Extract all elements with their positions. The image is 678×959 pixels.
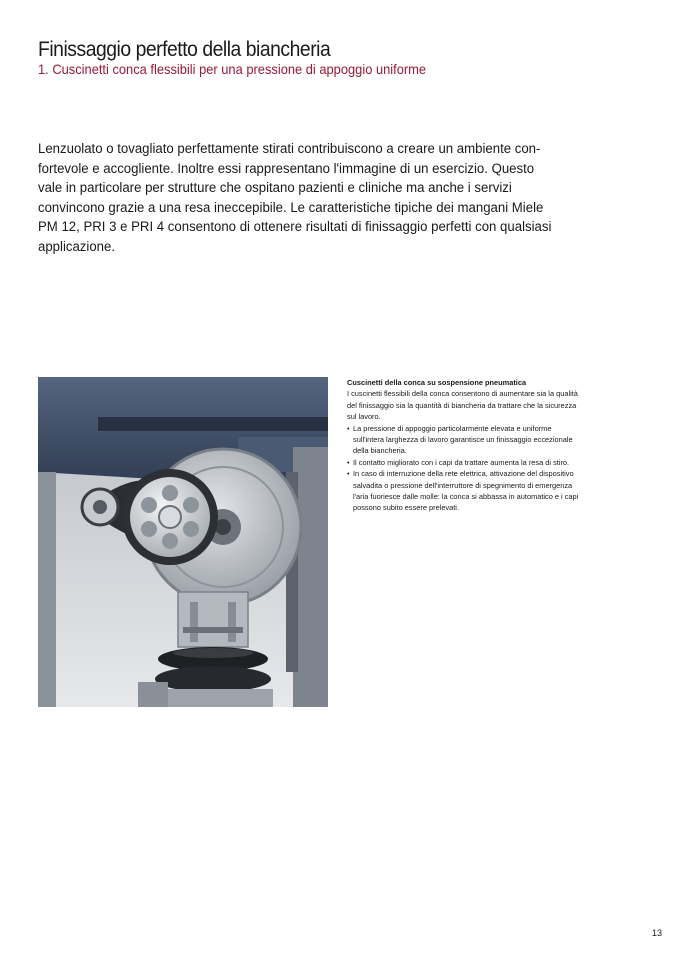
- intro-line: convincono grazie a una resa ineccepibile. Le caratteristiche tipiche dei mangani Miele: [38, 199, 544, 216]
- intro-paragraph: [38, 140, 552, 258]
- bullet-continuation: l'aria fuoriesce dalle molle: la conca si abbassa in automatico e i capi: [353, 492, 579, 502]
- bullet-continuation: della biancheria.: [353, 446, 407, 456]
- sidebar-body-line: I cuscinetti flessibili della conca consentono di aumentare sia la qualità: [347, 389, 578, 399]
- sidebar-body-line: sul lavoro.: [347, 412, 381, 422]
- sidebar-body-line: del finissaggio sia la quantità di biancheria da trattare che la sicurezza: [347, 400, 577, 410]
- sidebar-heading: Cuscinetti della conca su sospensione pneumatica: [347, 378, 527, 387]
- bullet-item: [347, 423, 647, 434]
- intro-line: vale in particolare per strutture che ospitano pazienti e cliniche ma anche i servizi: [38, 180, 512, 197]
- bullet-text: In caso di interruzione della rete elettrica, attivazione del dispositivo: [353, 469, 574, 479]
- page-title: Finissaggio perfetto della biancheria: [38, 38, 331, 62]
- bullet-dot: •: [347, 423, 350, 433]
- intro-line: PM 12, PRI 3 e PRI 4 consentono di ottenere risultati di finissaggio perfetti con qualsiasi: [38, 219, 552, 236]
- bullet-dot: •: [347, 469, 350, 479]
- bullet-dot: •: [347, 457, 350, 467]
- bullet-text: Il contatto migliorato con i capi da trattare aumenta la resa di stiro.: [353, 457, 570, 467]
- section-subtitle: 1. Cuscinetti conca flessibili per una pressione di appoggio uniforme: [38, 61, 427, 77]
- intro-line: Lenzuolato o tovagliato perfettamente stirati contribuiscono a creare un ambiente con-: [38, 141, 541, 157]
- page-number: 13: [651, 928, 662, 938]
- intro-line: fortevole e accogliente. Inoltre essi rappresentano l'immagine di un esercizio. Questo: [38, 160, 535, 177]
- sidebar-text-block: [347, 377, 647, 514]
- bullet-item: [347, 457, 647, 468]
- bullet-continuation: possono subito essere prelevati.: [353, 503, 459, 513]
- support-bracket: [178, 592, 248, 647]
- bullet-continuation: sull'intera larghezza di lavoro garantisce un finissaggio eccezionale: [353, 435, 573, 445]
- bullet-text: La pressione di appoggio particolarmente elevata e uniforme: [353, 423, 552, 433]
- bullet-continuation: salvadita o pressione dell'interruttore di spegnimento di emergenza: [353, 480, 573, 490]
- intro-line: applicazione.: [38, 238, 116, 255]
- bullet-item: [347, 468, 647, 479]
- ironer-cushion-photo: [38, 377, 328, 707]
